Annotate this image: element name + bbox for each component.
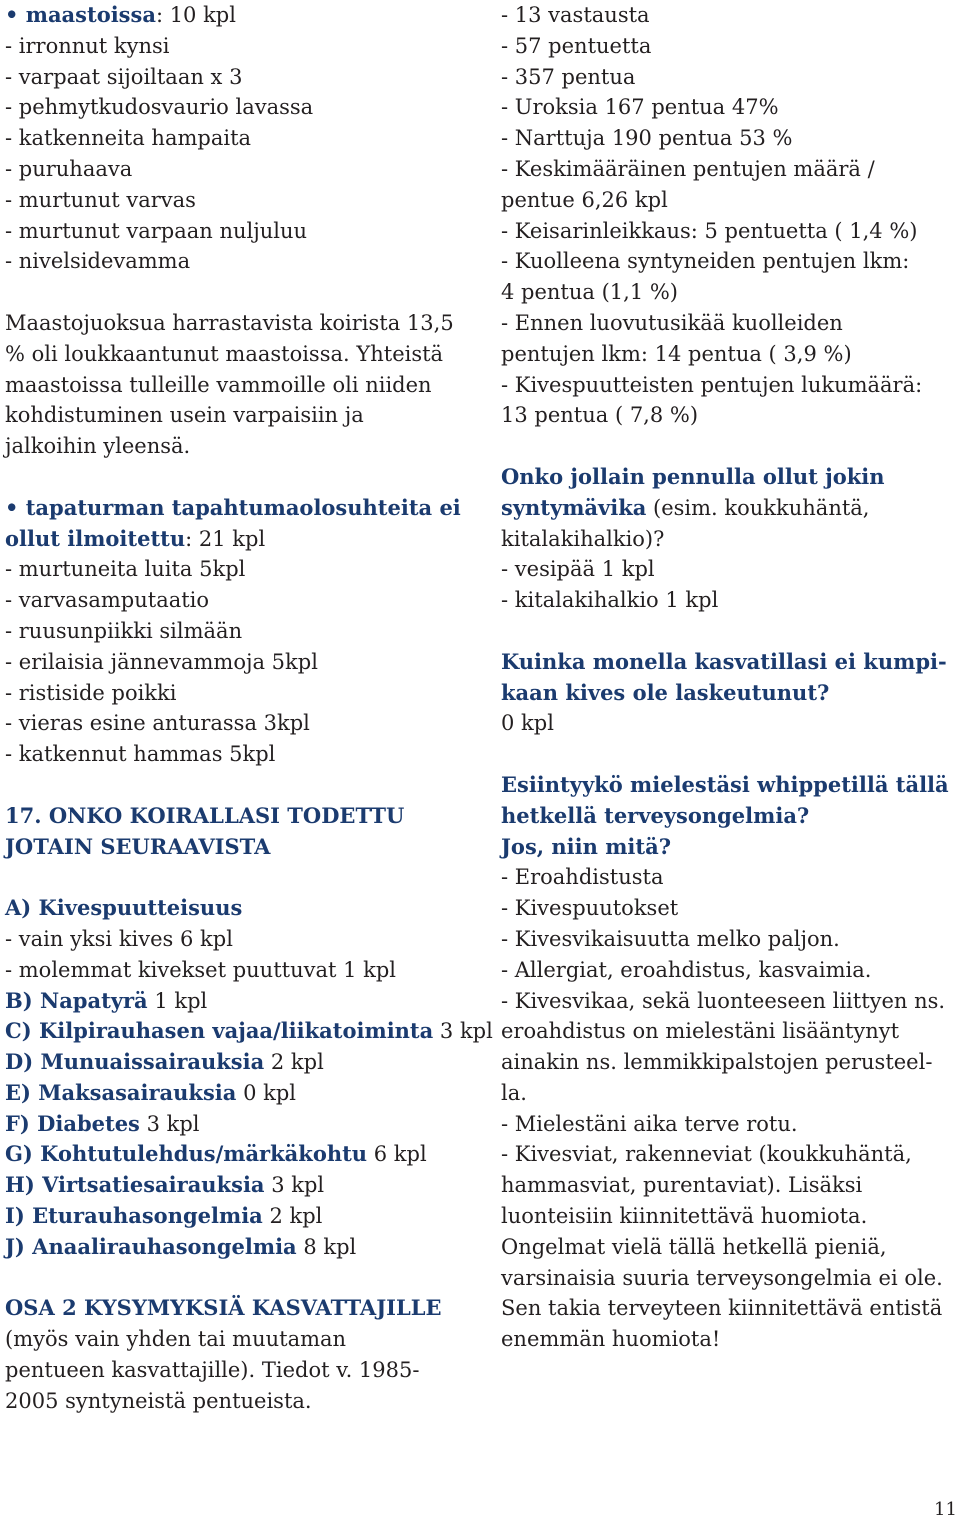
disease-item — [5, 986, 475, 1017]
health-problems-answers — [501, 862, 956, 1355]
disease-label: G) Kohtutulehdus/märkäkohtu — [5, 1141, 368, 1167]
disease-count: 3 kpl — [433, 1019, 493, 1044]
disease-label: H) Virtsatiesairauksia — [5, 1172, 265, 1198]
disease-item — [5, 1078, 475, 1109]
list-item: pentue 6,26 kpl — [501, 187, 668, 212]
part-2-heading: OSA 2 KYSYMYKSIÄ KASVATTAJILLE — [5, 1295, 442, 1321]
list-item: - vesipää 1 kpl — [501, 557, 655, 582]
list-item: luonteisiin kiinnitettävä huomiota. — [501, 1204, 868, 1229]
list-item: - Kuolleena syntyneiden pentujen lkm: — [501, 249, 910, 274]
list-item: pentujen lkm: 14 pentua ( 3,9 %) — [501, 341, 852, 366]
list-item: - ristiside poikki — [5, 680, 177, 705]
list-item: ainakin ns. lemmikkipalstojen perusteel- — [501, 1050, 933, 1075]
paragraph-line: Maastojuoksua harrastavista koirista 13,5 — [5, 310, 454, 335]
right-column — [501, 0, 956, 1355]
list-item: - pehmytkudosvaurio lavassa — [5, 95, 314, 120]
list-item: - ruusunpiikki silmään — [5, 618, 243, 643]
disease-list — [5, 986, 493, 1263]
list-item: - irronnut kynsi — [5, 33, 170, 58]
birth-defect-question-line3: kitalakihalkio)? — [501, 526, 665, 551]
paragraph-line: kohdistuminen usein varpaisiin ja — [5, 403, 364, 428]
cryptorchidism-list — [5, 924, 475, 986]
list-item: - Mielestäni aika terve rotu. — [501, 1111, 798, 1136]
paragraph-line: pentueen kasvattajille). Tiedot v. 1985- — [5, 1358, 420, 1383]
disease-item — [5, 1109, 475, 1140]
list-item: - Narttuja 190 pentua 53 % — [501, 126, 793, 151]
birth-defect-question-line2: syntymävika (esim. koukkuhäntä, — [501, 494, 870, 520]
page-number: 11 — [934, 1499, 957, 1520]
health-problems-question — [501, 770, 956, 862]
list-item: - Allergiat, eroahdistus, kasvaimia. — [501, 957, 872, 982]
terrain-injury-list — [5, 31, 475, 277]
paragraph-line: 2005 syntyneistä pentueista. — [5, 1388, 312, 1413]
terrain-injuries-heading: • maastoissa: 10 kpl — [5, 2, 236, 27]
part-2-intro — [5, 1324, 475, 1416]
cryptorchidism-heading: A) Kivespuutteisuus — [5, 895, 243, 921]
unknown-circumstances-heading: • tapaturman tapahtumaolosuhteita ei — [5, 494, 461, 520]
disease-label: I) Eturauhasongelmia — [5, 1203, 263, 1229]
list-item: - Kivesvikaa, sekä luonteeseen liittyen ns. — [501, 988, 946, 1013]
litter-statistics — [501, 0, 956, 431]
question-line: Jos, niin mitä? — [501, 833, 671, 859]
question-line: kaan kives ole laskeutunut? — [501, 679, 830, 705]
list-item: 13 pentua ( 7,8 %) — [501, 403, 699, 428]
list-item: - erilaisia jännevammoja 5kpl — [5, 649, 318, 674]
disease-item — [5, 1170, 475, 1201]
left-column — [5, 0, 493, 1417]
list-item: - varpaat sijoiltaan x 3 — [5, 64, 243, 89]
disease-item — [5, 1232, 475, 1263]
paragraph-line: (myös vain yhden tai muutaman — [5, 1327, 347, 1352]
list-item: - murtuneita luita 5kpl — [5, 557, 246, 582]
list-item: - katkenneita hampaita — [5, 126, 252, 151]
paragraph-line: jalkoihin yleensä. — [5, 434, 191, 459]
list-item: - 13 vastausta — [501, 3, 650, 27]
list-item: - kitalakihalkio 1 kpl — [501, 588, 719, 613]
disease-item — [5, 1201, 475, 1232]
list-item: - 57 pentuetta — [501, 33, 652, 58]
birth-defect-list — [501, 554, 956, 616]
disease-item — [5, 1047, 475, 1078]
disease-label: F) Diabetes — [5, 1110, 140, 1136]
question-line: Esiintyykö mielestäsi whippetillä tällä — [501, 771, 949, 797]
disease-item — [5, 1139, 475, 1170]
list-item: eroahdistus on mielestäni lisääntynyt — [501, 1019, 900, 1044]
disease-label: J) Anaalirauhasongelmia — [5, 1233, 297, 1259]
list-item: - Keisarinleikkaus: 5 pentuetta ( 1,4 %) — [501, 218, 918, 243]
list-item: - murtunut varvas — [5, 187, 196, 212]
list-item: - Kivespuutteisten pentujen lukumäärä: — [501, 372, 923, 397]
list-item: - 357 pentua — [501, 64, 636, 89]
list-item: - murtunut varpaan nuljuluu — [5, 218, 308, 243]
disease-count: 2 kpl — [264, 1050, 324, 1075]
terrain-summary-paragraph — [5, 308, 475, 462]
undescended-testicle-question — [501, 647, 956, 709]
list-item: - Uroksia 167 pentua 47% — [501, 95, 779, 120]
birth-defect-question-line1: Onko jollain pennulla ollut jokin — [501, 463, 885, 489]
list-item: - nivelsidevamma — [5, 249, 191, 274]
list-item: - Keskimääräinen pentujen määrä / — [501, 156, 875, 181]
heading-line: JOTAIN SEURAAVISTA — [5, 833, 271, 859]
list-item: - molemmat kivekset puuttuvat 1 kpl — [5, 957, 397, 982]
list-item: 4 pentua (1,1 %) — [501, 280, 679, 305]
disease-count: 6 kpl — [367, 1142, 427, 1167]
list-item: hammasviat, purentaviat). Lisäksi — [501, 1173, 863, 1198]
disease-count: 3 kpl — [139, 1111, 200, 1136]
question-17-heading — [5, 801, 475, 863]
question-line: Kuinka monella kasvatillasi ei kumpi- — [501, 648, 947, 674]
list-item: - puruhaava — [5, 156, 133, 181]
disease-count: 8 kpl — [296, 1234, 357, 1259]
disease-item — [5, 1016, 493, 1047]
list-item: Sen takia terveyteen kiinnitettävä entistä — [501, 1296, 943, 1321]
undescended-testicle-answer: 0 kpl — [501, 711, 554, 736]
disease-count: 1 kpl — [147, 988, 208, 1013]
list-item: - Ennen luovutusikää kuolleiden — [501, 310, 843, 335]
disease-label: B) Napatyrä — [5, 987, 148, 1013]
list-item: - katkennut hammas 5kpl — [5, 742, 276, 767]
list-item: - Kivespuutokset — [501, 896, 679, 921]
list-item: - vain yksi kives 6 kpl — [5, 926, 233, 951]
disease-count: 2 kpl — [262, 1204, 323, 1229]
paragraph-line: % oli loukkaantunut maastoissa. Yhteistä — [5, 341, 444, 366]
unknown-circumstances-count-line: ollut ilmoitettu: 21 kpl — [5, 525, 266, 551]
disease-count: 3 kpl — [264, 1173, 325, 1198]
list-item: varsinaisia suuria terveysongelmia ei ole. — [501, 1265, 943, 1290]
disease-count: 0 kpl — [236, 1080, 296, 1105]
list-item: Ongelmat vielä tällä hetkellä pieniä, — [501, 1234, 887, 1259]
disease-label: E) Maksasairauksia — [5, 1079, 237, 1105]
disease-label: D) Munuaissairauksia — [5, 1049, 265, 1075]
list-item: - Kivesviat, rakenneviat (koukkuhäntä, — [501, 1142, 912, 1167]
list-item: la. — [501, 1080, 527, 1105]
disease-label: C) Kilpirauhasen vajaa/liikatoiminta — [5, 1018, 434, 1044]
heading-line: 17. ONKO KOIRALLASI TODETTU — [5, 802, 405, 828]
list-item: - Kivesvikaisuutta melko paljon. — [501, 926, 840, 951]
list-item: - varvasamputaatio — [5, 588, 210, 613]
list-item: - Eroahdistusta — [501, 865, 664, 890]
list-item: enemmän huomiota! — [501, 1327, 721, 1352]
question-line: hetkellä terveysongelmia? — [501, 802, 810, 828]
paragraph-line: maastoissa tulleille vammoille oli niiden — [5, 372, 432, 397]
unknown-circumstances-list — [5, 554, 475, 770]
list-item: - vieras esine anturassa 3kpl — [5, 711, 310, 736]
